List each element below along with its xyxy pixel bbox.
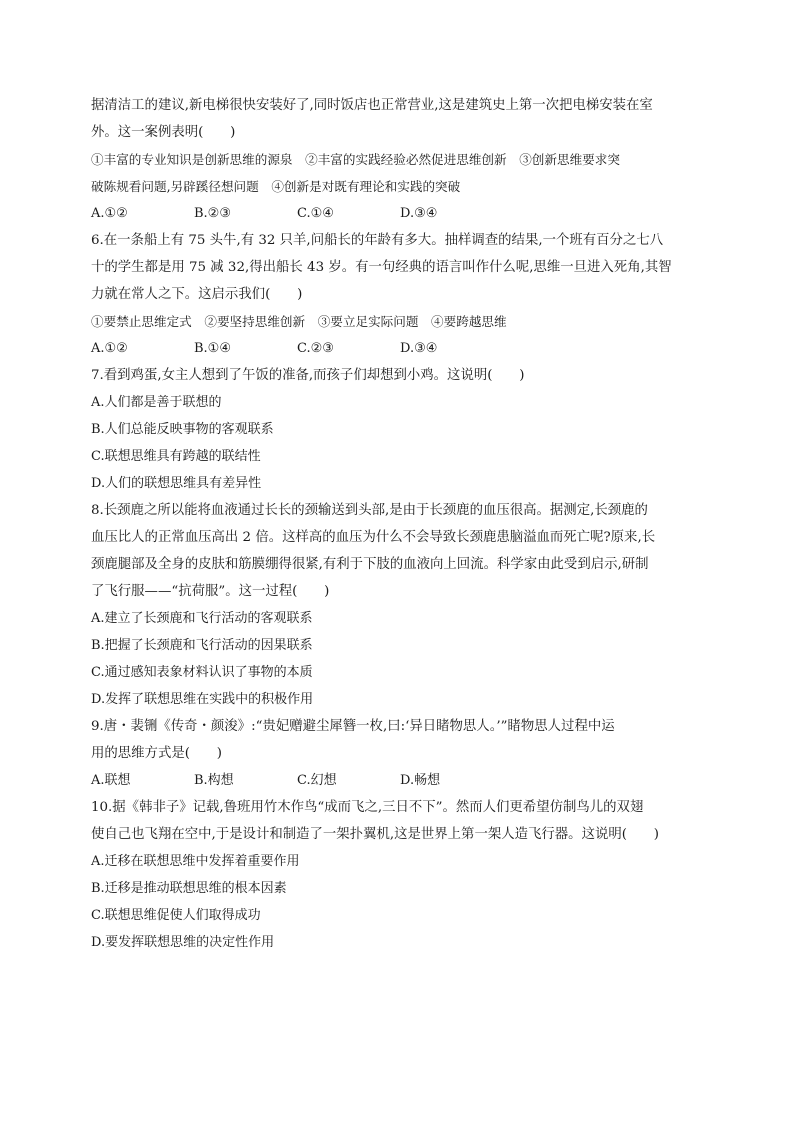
question-7-option-a[interactable]: A.人们都是善于联想的 xyxy=(91,395,222,410)
question-8-stem-line-1: 8.长颈鹿之所以能将血液通过长长的颈输送到头部,是由于长颈鹿的血压很高。据测定,长颈鹿的 xyxy=(91,503,648,518)
question-9-option-b[interactable]: B.构想 xyxy=(194,773,234,788)
question-6-option-a[interactable]: A.①② xyxy=(91,341,128,356)
question-10 xyxy=(91,794,711,956)
question-6-stem-line-1: 6.在一条船上有 75 头牛,有 32 只羊,问船长的年龄有多大。抽样调查的结果,一个班有百分之七八 xyxy=(91,233,664,248)
question-9 xyxy=(91,713,711,794)
question-8-option-b[interactable]: B.把握了长颈鹿和飞行活动的因果联系 xyxy=(91,638,313,653)
question-8-stem-line-3: 颈鹿腿部及全身的皮肤和筋膜绷得很紧,有利于下肢的血液向上回流。科学家由此受到启示,研制 xyxy=(91,557,649,572)
question-9-option-d[interactable]: D.畅想 xyxy=(400,773,441,788)
question-5-statements-line-2: 破陈规看问题,另辟蹊径想问题 ④创新是对既有理论和实践的突破 xyxy=(91,179,461,194)
question-10-option-a[interactable]: A.迁移在联想思维中发挥着重要作用 xyxy=(91,854,300,869)
question-5-stem-line-1: 据清洁工的建议,新电梯很快安装好了,同时饭店也正常营业,这是建筑史上第一次把电梯安装在室 xyxy=(91,98,653,113)
question-7-option-b[interactable]: B.人们总能反映事物的客观联系 xyxy=(91,422,274,437)
question-9-options xyxy=(91,767,711,794)
question-6-option-d[interactable]: D.③④ xyxy=(400,341,438,356)
question-7-option-c[interactable]: C.联想思维具有跨越的联结性 xyxy=(91,449,261,464)
question-6-stem-line-2: 十的学生都是用 75 减 32,得出船长 43 岁。有一句经典的语言叫作什么呢,思维一旦进入死角,其智 xyxy=(91,260,672,275)
question-6-statements: ①要禁止思维定式 ②要坚持思维创新 ③要立足实际问题 ④要跨越思维 xyxy=(91,314,507,329)
question-9-stem-line-2: 用的思维方式是( ) xyxy=(91,746,222,761)
exam-page xyxy=(91,92,711,956)
question-5-option-a[interactable]: A.①② xyxy=(91,206,128,221)
question-6-option-b[interactable]: B.①④ xyxy=(194,341,231,356)
question-9-option-a[interactable]: A.联想 xyxy=(91,773,131,788)
question-8-stem-line-2: 血压比人的正常血压高出 2 倍。这样高的血压为什么不会导致长颈鹿患脑溢血而死亡呢?原来,长 xyxy=(91,530,656,545)
question-10-stem-line-2: 使自己也飞翔在空中,于是设计和制造了一架扑翼机,这是世界上第一架人造飞行器。这说明( ) xyxy=(91,827,659,842)
question-5-option-b[interactable]: B.②③ xyxy=(194,206,231,221)
question-7 xyxy=(91,362,711,497)
question-7-stem: 7.看到鸡蛋,女主人想到了午饭的准备,而孩子们却想到小鸡。这说明( ) xyxy=(91,368,525,383)
question-6-stem-line-3: 力就在常人之下。这启示我们( ) xyxy=(91,287,303,302)
question-5-option-c[interactable]: C.①④ xyxy=(297,206,334,221)
question-8-option-a[interactable]: A.建立了长颈鹿和飞行活动的客观联系 xyxy=(91,611,313,626)
question-10-stem-line-1: 10.据《韩非子》记载,鲁班用竹木作鸟“成而飞之,三日不下”。然而人们更希望仿制鸟儿的双翅 xyxy=(91,800,644,815)
question-5-option-d[interactable]: D.③④ xyxy=(400,206,438,221)
question-5-options xyxy=(91,200,711,227)
question-8-option-c[interactable]: C.通过感知表象材料认识了事物的本质 xyxy=(91,665,313,680)
question-10-option-b[interactable]: B.迁移是推动联想思维的根本因素 xyxy=(91,881,287,896)
question-6 xyxy=(91,227,711,362)
question-10-option-c[interactable]: C.联想思维促使人们取得成功 xyxy=(91,908,261,923)
question-9-option-c[interactable]: C.幻想 xyxy=(297,773,337,788)
question-5 xyxy=(91,92,711,227)
question-6-options xyxy=(91,335,711,362)
question-5-statements-line-1: ①丰富的专业知识是创新思维的源泉 ②丰富的实践经验必然促进思维创新 ③创新思维要求突 xyxy=(91,152,620,167)
question-8-stem-line-4: 了飞行服——“抗荷服”。这一过程( ) xyxy=(91,584,330,599)
question-7-option-d[interactable]: D.人们的联想思维具有差异性 xyxy=(91,476,262,491)
question-10-option-d[interactable]: D.要发挥联想思维的决定性作用 xyxy=(91,935,275,950)
question-8 xyxy=(91,497,711,713)
question-6-option-c[interactable]: C.②③ xyxy=(297,341,334,356)
question-5-stem-line-2: 外。这一案例表明( ) xyxy=(91,125,236,140)
question-9-stem-line-1: 9.唐・裴铏《传奇・颜浚》:“贵妃赠避尘犀簪一枚,曰:‘异日睹物思人。’”睹物思人过程中运 xyxy=(91,719,615,734)
question-8-option-d[interactable]: D.发挥了联想思维在实践中的积极作用 xyxy=(91,692,314,707)
